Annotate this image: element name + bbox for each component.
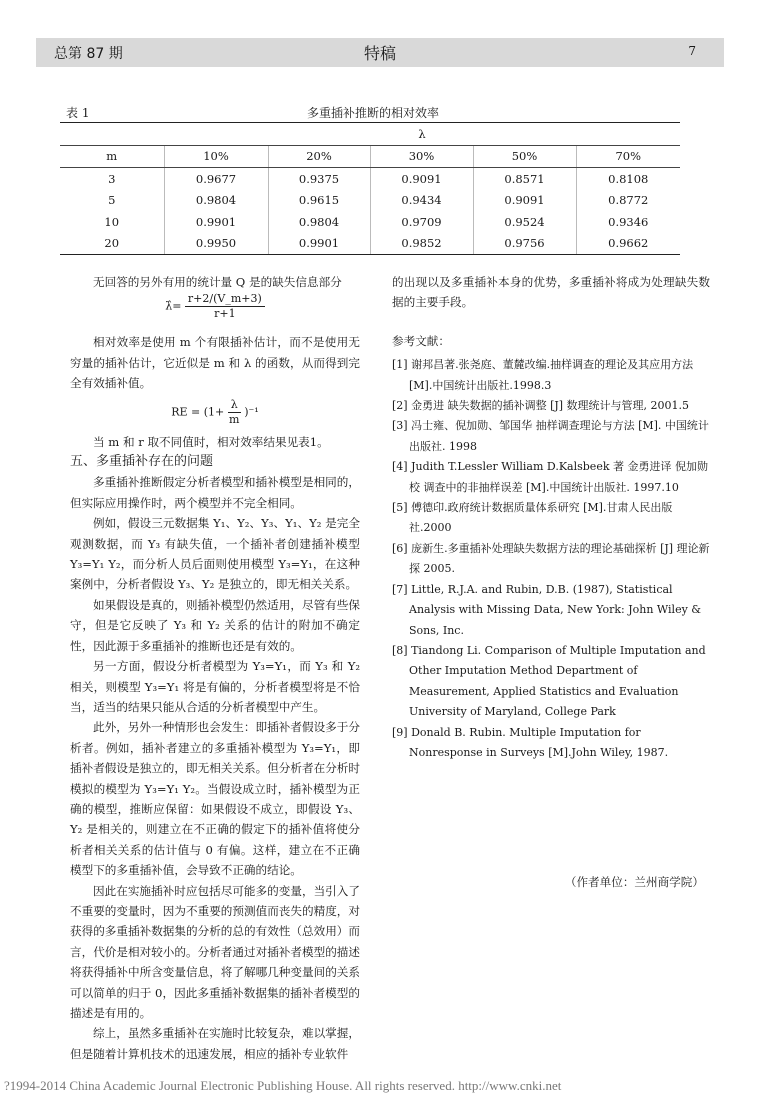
formula-lhs: RE = (1+	[171, 405, 225, 419]
column-header: 30%	[370, 145, 473, 168]
table-cell: 0.8772	[576, 190, 680, 212]
paragraph: 相对效率是使用 m 个有限插补估计，而不是使用无穷量的插补估计，它近似是 m 和 λ 的函数，从而得到完全有效插补值。	[70, 335, 360, 391]
table-cell: 0.8571	[473, 168, 576, 190]
table-cell: 0.9901	[268, 233, 370, 255]
paragraph: 因此在实施插补时应包括尽可能多的变量，当引入了不重要的变量时，因为不重要的预测值而丧失的精度，对获得的多重插补数据集的分析的总的有效性（总效用）而言，代价是相对较小的。分析者通过对插补者模型的描述将获得插补中所含变量信息，将了解哪几种变量间的关系可以简单的归于 0，因此多重插补数据集的插补者模型的描述是有用的。	[70, 883, 360, 1020]
paragraph: 当 m 和 r 取不同值时，相对效率结果见表1。	[93, 434, 329, 449]
column-header: 20%	[268, 145, 370, 168]
reference-item: [4] Judith T.Lessler William D.Kalsbeek 著 金勇进译 倪加勋校 调查中的非抽样误差 [M].中国统计出版社. 1997.10	[392, 460, 708, 494]
reference-item: [5] 傅德印.政府统计数据质量体系研究 [M].甘肃人民出版社.2000	[392, 501, 673, 535]
paragraph: 如果假设是真的，则插补模型仍然适用，尽管有些保守，但是它反映了 Y₃ 和 Y₂ 关系的估计的附加不确定性，因此源于多重插补的推断也还是有效的。	[70, 597, 360, 653]
paragraph: 无回答的另外有用的统计量 Q 是的缺失信息部分	[93, 275, 342, 289]
paragraph: 的出现以及多重插补本身的优势，多重插补将成为处理缺失数据的主要手段。	[392, 275, 710, 310]
paragraph: 综上，虽然多重插补在实施时比较复杂，难以掌握，但是随着计算机技术的迅速发展，相应的插补专业软件	[70, 1026, 360, 1061]
reference-item: [1] 谢邦昌著.张尧庭、董麓改编.抽样调查的理论及其应用方法 [M].中国统计出版社.1998.3	[392, 358, 694, 392]
table-cell: 0.9091	[370, 168, 473, 190]
issue-number: 总第 87 期	[54, 46, 123, 62]
table-cell: 0.9709	[370, 211, 473, 233]
copyright-footer: ?1994-2014 China Academic Journal Electronic Publishing House. All rights reserved. http://www.cnki.net	[4, 1078, 562, 1093]
table-title: 多重插补推断的相对效率	[306, 106, 439, 120]
author-affiliation: （作者单位：兰州商学院）	[564, 875, 704, 889]
formula-missing-information	[70, 292, 360, 332]
table-cell: 0.9524	[473, 211, 576, 233]
formula-lhs: λ̂=	[165, 299, 182, 313]
table-cell: 0.9804	[164, 190, 268, 212]
paragraph: 此外，另外一种情形也会发生：即插补者假设多于分析者。例如，插补者建立的多重插补模型为 Y₃=Y₁，即插补者假设是独立的，即无相关关系。但分析者在分析时模拟的模型为 Y₃=Y₁ Y₂。当假设成立时，插补模型为正确的模型，推断应保留：如果假设不成立，即假设 Y₃、Y₂ 是相关的，则建立在不正确的假定下的插补值将使分析者相关关系的估计值与 0 有偏。这样，建立在不正确模型下的多重插补值，会导致不正确的结论。	[70, 720, 360, 878]
reference-item: [9] Donald B. Rubin. Multiple Imputation for Nonresponse in Surveys [M].John Wiley, 1987.	[392, 725, 669, 759]
running-header	[36, 38, 724, 67]
formula-fraction	[185, 292, 265, 321]
right-column	[392, 272, 710, 763]
reference-item: [7] Little, R.J.A. and Rubin, D.B. (1987), Statistical Analysis with Missing Data, New York: John Wiley & Sons, Inc.	[392, 582, 702, 637]
formula-rhs: )⁻¹	[244, 405, 259, 419]
table-cell: 0.9901	[164, 211, 268, 233]
column-header: 10%	[164, 145, 268, 168]
references-title: 参考文献：	[392, 333, 450, 348]
table-column-header-row	[60, 145, 680, 168]
relative-efficiency-table	[60, 122, 680, 255]
section-title: 特稿	[363, 44, 396, 63]
table-cell: 0.9677	[164, 168, 268, 190]
row-header: 10	[104, 214, 120, 229]
table-row	[60, 190, 680, 212]
paragraph: 多重插补推断假定分析者模型和插补模型是相同的，但实际应用操作时，两个模型并不完全相同。	[70, 475, 360, 510]
formula-denominator: r+1	[214, 307, 236, 321]
table-caption	[66, 104, 680, 122]
m-header: m	[60, 145, 164, 168]
formula-fraction	[228, 398, 241, 427]
table-cell: 0.9091	[473, 190, 576, 212]
formula-numerator: r+2/(V_m+3)	[185, 292, 265, 307]
column-header: 50%	[473, 145, 576, 168]
reference-item: [2] 金勇进 缺失数据的插补调整 [J] 数理统计与管理, 2001.5	[392, 399, 690, 413]
paragraph: 例如，假设三元数据集 Y₁、Y₂、Y₃、Y₁、Y₂ 是完全观测数据，而 Y₃ 有缺失值，一个插补者创建插补模型 Y₃=Y₁ Y₂，而分析人员后面则使用模型 Y₃=Y₁，在这种案例中，分析者假设 Y₃、Y₂ 是独立的，即无相关关系。	[70, 516, 360, 592]
formula-numerator: λ	[228, 398, 241, 413]
table-cell: 0.9804	[268, 211, 370, 233]
table-cell: 0.9615	[268, 190, 370, 212]
paragraph: 另一方面，假设分析者模型为 Y₃=Y₁，而 Y₃ 和 Y₂ 相关，则模型 Y₃=Y₁ 将是有偏的，分析者模型将是不恰当，适当的结果只能从合适的分析者模型中产生。	[70, 659, 360, 714]
table-cell: 0.9662	[576, 233, 680, 255]
table-cell: 0.9950	[164, 233, 268, 255]
reference-item: [3] 冯士雍、倪加勋、邹国华 抽样调查理论与方法 [M]. 中国统计出版社. 1998	[392, 419, 709, 453]
table-cell: 0.9346	[576, 211, 680, 233]
lambda-header: λ	[164, 123, 680, 146]
formula-denominator: m	[229, 412, 240, 426]
table-cell: 0.9375	[268, 168, 370, 190]
section-heading: 五、多重插补存在的问题	[70, 454, 214, 470]
table-row	[60, 233, 680, 255]
table-corner-cell	[60, 123, 164, 146]
table-row	[60, 168, 680, 190]
table-cell: 0.9756	[473, 233, 576, 255]
page-number: 7	[688, 44, 696, 58]
reference-item: [6] 庞新生.多重插补处理缺失数据方法的理论基础探析 [J] 理论新探 2005.	[392, 541, 710, 576]
table-cell: 0.8108	[576, 168, 680, 190]
column-header: 70%	[576, 145, 680, 168]
reference-item: [8] Tiandong Li. Comparison of Multiple Imputation and Other Imputation Method Department of Measurement, Applied Statistics and Evaluation University of Maryland, College Park	[392, 643, 706, 719]
table-cell: 0.9434	[370, 190, 473, 212]
row-header: 3	[108, 171, 116, 186]
formula-relative-efficiency	[70, 394, 360, 432]
left-column	[70, 272, 360, 1064]
row-header: 20	[60, 233, 164, 255]
table-cell: 0.9852	[370, 233, 473, 255]
table-label: 表 1	[66, 106, 90, 120]
row-header: 5	[108, 193, 116, 208]
table-row	[60, 211, 680, 233]
